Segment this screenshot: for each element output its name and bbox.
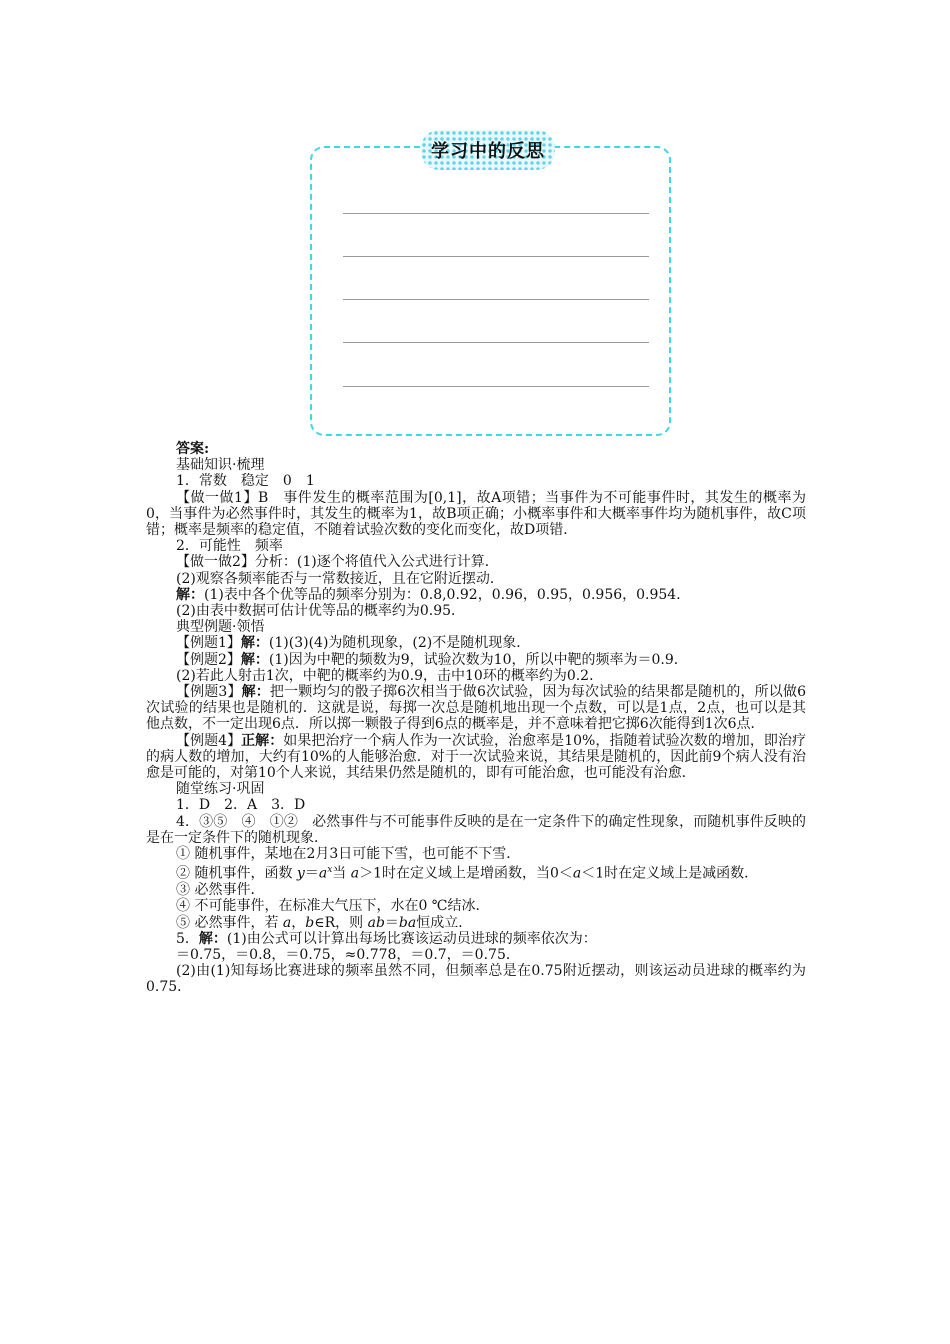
answer-line — [146, 635, 806, 651]
section-heading: 随堂练习·巩固 — [176, 781, 265, 798]
section-heading: 典型例题·领悟 — [176, 619, 265, 636]
writing-line — [343, 299, 649, 300]
answer-paragraph: ② 随机事件，函数 $y=a^x$当 a＞1时在定义域上是增函数，当0＜a＜1时在定义域上是减函数． — [176, 865, 759, 882]
answer-line: ＝0.75，＝0.8，＝0.75，≈0.778，＝0.7，＝0.75． — [176, 946, 520, 963]
example-tag: 【例题2】 — [176, 651, 241, 668]
example-tag: 【例题3】 — [176, 684, 242, 701]
example-tag: 【做一做1】 — [176, 489, 258, 506]
answer-line: (2)若此人射击1次，中靶的概率约为0.9，击中10环的概率约为0.2． — [176, 667, 604, 684]
writing-line — [343, 213, 649, 214]
answer-line: ④ 不可能事件，在标准大气压下，水在0 ℃结冰． — [176, 898, 490, 915]
answer-line: ① 随机事件，某地在2月3日可能下雪，也可能不下雪． — [176, 846, 521, 863]
answer-text: 如果把治疗一个病人作为一次试验，治愈率是10%，指随着试验次数的增加，即治疗的病人数的增加，大约有10%的人能够治愈．对于一次试验来说，其结果是随机的，因此前9个病人没有治愈是可能的，对第10个人来说，其结果仍然是随机的，即有可能治愈，也可能没有治愈． — [146, 732, 806, 782]
solution-label: 正解： — [241, 732, 284, 749]
solution-label: 解： — [240, 651, 269, 668]
reflection-box — [310, 146, 671, 436]
writing-line — [343, 342, 649, 343]
answer-text: B 事件发生的概率范围为[0,1]，故A项错；当事件为不可能事件时，其发生的概率为0，当事件为必然事件时，其发生的概率为1，故B项正确；小概率事件和大概率事件均为随机事件，故C项错；概率是频率的稳定值，不随着试验次数的变化而变化，故D项错． — [146, 489, 806, 539]
answer-line: (2)观察各频率能否与一常数接近，且在它附近摆动． — [176, 570, 504, 587]
answer-paragraph: 4．③⑤ ④ ①② 必然事件与不可能事件反映的是在一定条件下的确定性现象，而随机事件反映的是在一定条件下的随机现象． — [146, 813, 806, 846]
answer-paragraph — [146, 733, 806, 782]
answer-line — [146, 652, 806, 668]
answer-text: (1)由公式可以计算出每场比赛该运动员进球的频率依次为： — [226, 930, 597, 947]
answer-paragraph — [146, 490, 806, 539]
answer-line: (2)由表中数据可估计优等品的概率约为0.95． — [176, 603, 466, 620]
answer-line: 2．可能性 频率 — [176, 538, 283, 555]
answer-line: 5．解：(1)由公式可以计算出每场比赛该运动员进球的频率依次为： — [176, 930, 597, 947]
reflection-title: 学习中的反思 — [421, 130, 555, 170]
answer-line: ⑤ 必然事件，若 a，b∈R，则 ab＝ba恒成立． — [176, 914, 473, 931]
answer-text: 分析：(1)逐个将值代入公式进行计算． — [254, 554, 499, 571]
answers-heading: 答案: — [176, 441, 210, 457]
answer-paragraph: (2)由(1)知每场比赛进球的频率虽然不同，但频率总是在0.75附近摆动，则该运动员进球的概率约为0.75． — [146, 963, 806, 996]
example-tag: 【例题1】 — [176, 635, 241, 652]
answer-line — [146, 554, 806, 570]
answer-text: (1)表中各个优等品的频率分别为：0.8,0.92，0.96，0.95，0.956，0.954． — [204, 586, 691, 603]
answer-line: ③ 必然事件． — [176, 882, 265, 899]
answer-paragraph — [146, 684, 806, 733]
section-heading: 基础知识·梳理 — [176, 457, 265, 474]
answer-line — [146, 587, 806, 603]
answer-text: 把一颗均匀的骰子掷6次相当于做6次试验，因为每次试验的结果都是随机的，所以做6次试验的结果也是随机的．这就是说，每掷一次总是随机地出现一个点数，可以是1点，2点，也可以是其他点数，不一定出现6点．所以掷一颗骰子得到6点的概率是，并不意味着把它掷6次能得到1次6点． — [146, 684, 806, 733]
solution-label: 解： — [240, 635, 269, 652]
solution-label: 解： — [176, 586, 204, 603]
example-tag: 【做一做2】 — [176, 554, 255, 571]
writing-line — [343, 386, 649, 387]
answer-line: 1．常数 稳定 0 1 — [176, 473, 315, 490]
answer-text: (1)(3)(4)为随机现象，(2)不是随机现象． — [268, 635, 531, 652]
solution-label: 解： — [198, 930, 227, 947]
example-tag: 【例题4】 — [176, 732, 242, 749]
answer-text: (1)因为中靶的频数为9，试验次数为10，所以中靶的频率为＝0.9． — [268, 651, 688, 668]
writing-line — [343, 256, 649, 257]
solution-label: 解： — [241, 684, 270, 701]
answers-section — [146, 441, 806, 996]
answer-line: 1．D 2．A 3．D — [176, 797, 306, 814]
